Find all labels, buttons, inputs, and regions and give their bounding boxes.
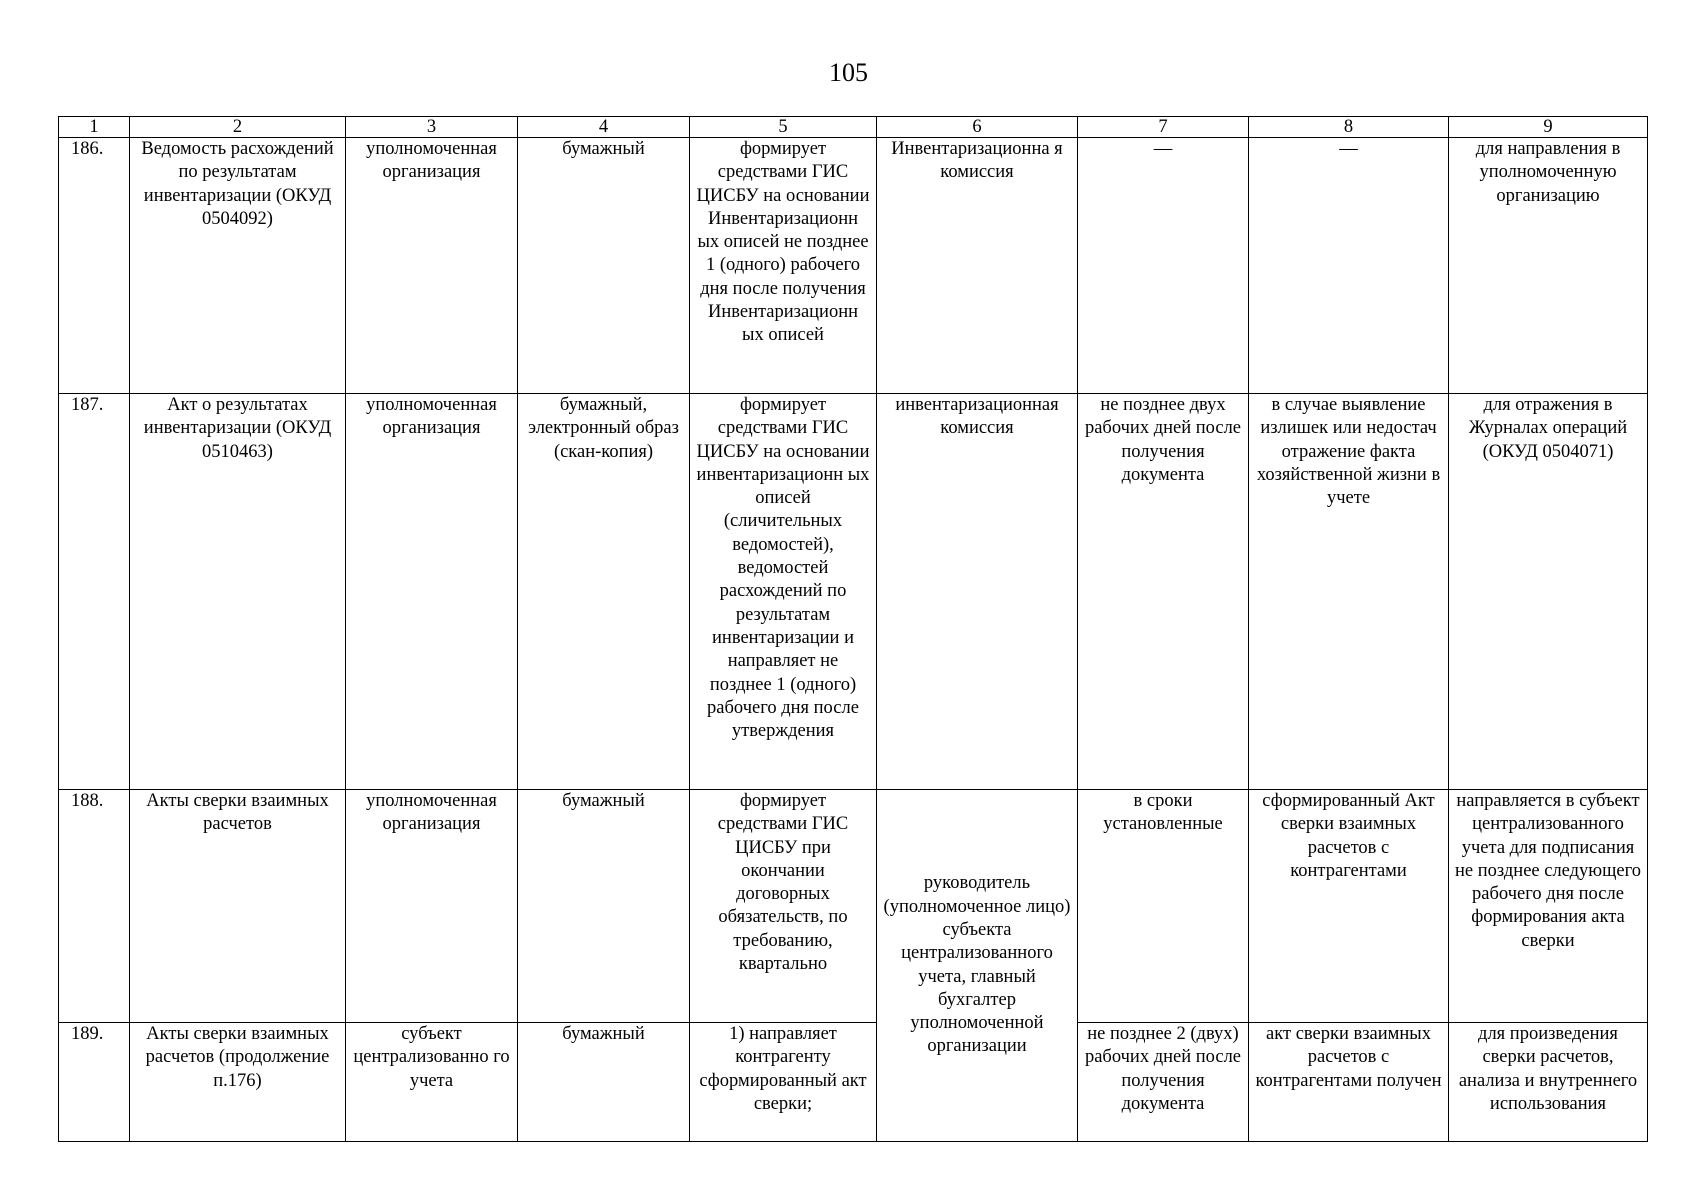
result: сформированный Акт сверки взаимных расчетов с контрагентами xyxy=(1249,790,1449,1023)
column-number: 8 xyxy=(1249,117,1449,138)
column-number-row xyxy=(59,117,1648,138)
column-number: 2 xyxy=(130,117,346,138)
deadline: не позднее двух рабочих дней после получения документа xyxy=(1078,394,1249,790)
signer: руководитель (уполномоченное лицо) субъекта централизованного учета, главный бухгалтер уполномоченной организации xyxy=(877,790,1078,1142)
table-row xyxy=(59,138,1648,394)
purpose: направляется в субъект централизованного учета для подписания не позднее следующего рабочего дня после формирования акта сверки xyxy=(1449,790,1648,1023)
document-name: Акты сверки взаимных расчетов xyxy=(130,790,346,1023)
row-number: 188. xyxy=(59,790,130,1023)
document-table xyxy=(58,116,1648,1142)
column-number: 1 xyxy=(59,117,130,138)
row-number: 186. xyxy=(59,138,130,394)
document-name: Акт о результатах инвентаризации (ОКУД 0510463) xyxy=(130,394,346,790)
action-description: формирует средствами ГИС ЦИСБУ при окончании договорных обязательств, по требованию, квартально xyxy=(690,790,877,1023)
column-number: 4 xyxy=(518,117,690,138)
column-number: 5 xyxy=(690,117,877,138)
column-number: 6 xyxy=(877,117,1078,138)
responsible-party: субъект централизованно го учета xyxy=(346,1023,518,1142)
column-number: 7 xyxy=(1078,117,1249,138)
result: в случае выявление излишек или недостач отражение факта хозяйственной жизни в учете xyxy=(1249,394,1449,790)
purpose: для направления в уполномоченную организацию xyxy=(1449,138,1648,394)
table-row xyxy=(59,790,1648,1023)
deadline: не позднее 2 (двух) рабочих дней после получения документа xyxy=(1078,1023,1249,1142)
column-number: 3 xyxy=(346,117,518,138)
result: — xyxy=(1249,138,1449,394)
responsible-party: уполномоченная организация xyxy=(346,394,518,790)
responsible-party: уполномоченная организация xyxy=(346,790,518,1023)
document-name: Акты сверки взаимных расчетов (продолжение п.176) xyxy=(130,1023,346,1142)
table-row xyxy=(59,394,1648,790)
deadline: — xyxy=(1078,138,1249,394)
table-row xyxy=(59,1023,1648,1142)
result: акт сверки взаимных расчетов с контрагентами получен xyxy=(1249,1023,1449,1142)
action-description: формирует средствами ГИС ЦИСБУ на основании Инвентаризационн ых описей не позднее 1 (одного) рабочего дня после получения Инвентаризационн ых описей xyxy=(690,138,877,394)
action-description: 1) направляет контрагенту сформированный акт сверки; xyxy=(690,1023,877,1142)
purpose: для отражения в Журналах операций (ОКУД 0504071) xyxy=(1449,394,1648,790)
responsible-party: уполномоченная организация xyxy=(346,138,518,394)
signer: Инвентаризационна я комиссия xyxy=(877,138,1078,394)
action-description: формирует средствами ГИС ЦИСБУ на основании инвентаризационн ых описей (сличительных ведомостей), ведомостей расхождений по результатам инвентаризации и направляет не позднее 1 (одного) рабочего дня после утверждения xyxy=(690,394,877,790)
document-format: бумажный xyxy=(518,790,690,1023)
row-number: 187. xyxy=(59,394,130,790)
page-number: 105 xyxy=(829,58,868,87)
deadline: в сроки установленные xyxy=(1078,790,1249,1023)
document-format: бумажный, электронный образ (скан-копия) xyxy=(518,394,690,790)
purpose: для произведения сверки расчетов, анализа и внутреннего использования xyxy=(1449,1023,1648,1142)
document-format: бумажный xyxy=(518,1023,690,1142)
document-name: Ведомость расхождений по результатам инвентаризации (ОКУД 0504092) xyxy=(130,138,346,394)
signer: инвентаризационная комиссия xyxy=(877,394,1078,790)
document-format: бумажный xyxy=(518,138,690,394)
column-number: 9 xyxy=(1449,117,1648,138)
row-number: 189. xyxy=(59,1023,130,1142)
